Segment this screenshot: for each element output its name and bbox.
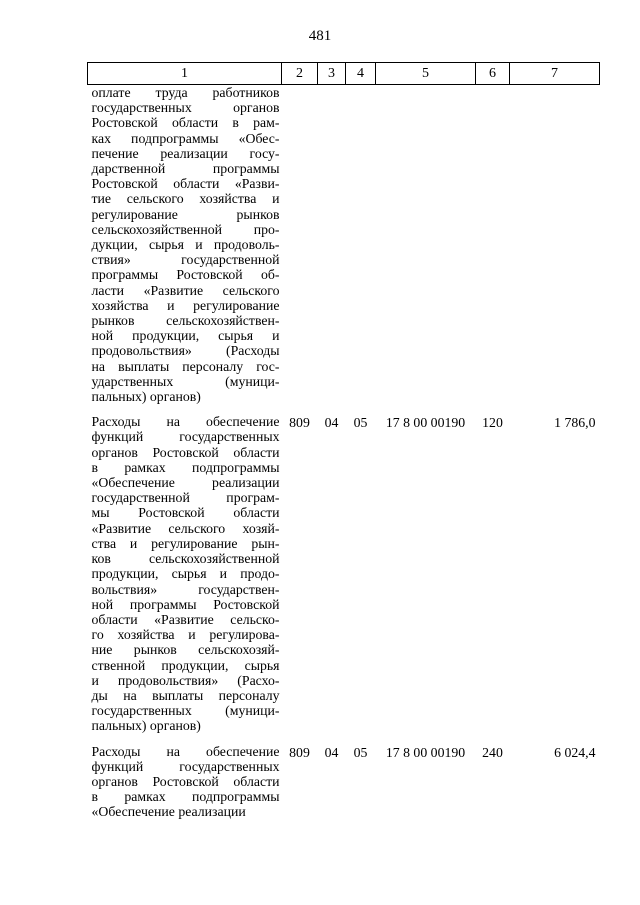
description-line: ной продукции, сырья и <box>91 328 280 344</box>
description-line: ства и регулирование рын- <box>91 535 280 551</box>
description-line: государственной програм- <box>91 490 280 506</box>
target-article-code <box>376 85 476 415</box>
description-line: программы Ростовской об- <box>91 267 280 283</box>
description-line: на выплаты персоналу гос- <box>91 358 280 374</box>
ministry-code <box>282 85 318 415</box>
column-header-1: 1 <box>88 63 282 85</box>
table-header-row <box>88 63 600 85</box>
expense-type-code: 240 <box>482 744 503 760</box>
column-header-7: 7 <box>510 63 600 85</box>
table-row <box>88 744 600 830</box>
table-body <box>88 85 600 830</box>
subsection-code: 05 <box>353 415 368 431</box>
expense-type-code: 120 <box>482 415 503 431</box>
description-line: продукции, сырья и продо- <box>91 566 280 582</box>
description-line: пальных) органов) <box>91 718 201 734</box>
amount <box>510 85 600 415</box>
description-line: «Обеспечение реализации <box>91 804 246 820</box>
expense-description <box>88 744 282 830</box>
description-line: дукции, сырья и продоволь- <box>91 237 280 253</box>
description-line: и продовольствия» (Расхо- <box>91 672 280 688</box>
description-line: рынков сельскохозяйствен- <box>91 313 280 329</box>
description-line: Расходы на обеспечение <box>91 414 280 430</box>
description-line: продовольствия» (Расходы <box>91 343 280 359</box>
description-line: ках подпрограммы «Обес- <box>91 130 280 146</box>
description-line: государственных (муници- <box>91 703 280 719</box>
description-line: функций государственных <box>91 429 280 445</box>
description-line: ственной продукции, сырья <box>91 657 280 673</box>
section-code: 04 <box>324 744 339 760</box>
description-line: оплате труда работников <box>91 85 280 100</box>
description-line: «Развитие сельского хозяй- <box>91 520 280 536</box>
amount: 6 024,4 <box>554 744 596 760</box>
target-article-code: 17 8 00 00190 <box>385 744 466 760</box>
description-line: «Обеспечение реализации <box>91 475 280 491</box>
description-line: печение реализации госу- <box>91 145 280 161</box>
description-line: органов Ростовской области <box>91 773 280 789</box>
column-header-6: 6 <box>476 63 510 85</box>
budget-table <box>87 62 600 830</box>
expense-type-code <box>476 85 510 415</box>
description-line: мы Ростовской области <box>91 505 280 521</box>
description-line: сельскохозяйственной про- <box>91 221 280 237</box>
description-line: тие сельского хозяйства и <box>91 191 280 207</box>
description-line: ние рынков сельскохозяй- <box>91 642 280 658</box>
description-line: государственных органов <box>91 100 280 116</box>
description-line: в рамках подпрограммы <box>91 789 280 805</box>
description-line: Расходы на обеспечение <box>91 743 280 759</box>
description-line: ной программы Ростовской <box>91 596 280 612</box>
expense-description <box>88 85 282 415</box>
description-line: ков сельскохозяйственной <box>91 551 280 567</box>
description-line: органов Ростовской области <box>91 444 280 460</box>
amount: 1 786,0 <box>554 415 596 431</box>
description-line: функций государственных <box>91 758 280 774</box>
description-line: области «Развитие сельско- <box>91 611 280 627</box>
ministry-code: 809 <box>289 744 310 760</box>
table-row <box>88 414 600 743</box>
description-line: хозяйства и регулирование <box>91 297 280 313</box>
description-line: Ростовской области в рам- <box>91 115 280 131</box>
section-code <box>318 85 346 415</box>
description-line: ствия» государственной <box>91 252 280 268</box>
description-line: го хозяйства и регулирова- <box>91 627 280 643</box>
page-number: 481 <box>308 28 332 44</box>
description-line: ласти «Развитие сельского <box>91 282 280 298</box>
expense-description <box>88 414 282 743</box>
description-line: ды на выплаты персоналу <box>91 687 280 703</box>
description-line: ударственных (муници- <box>91 373 280 389</box>
target-article-code: 17 8 00 00190 <box>385 415 466 431</box>
description-line: Ростовской области «Разви- <box>91 176 280 192</box>
column-header-2: 2 <box>282 63 318 85</box>
description-line: регулирование рынков <box>91 206 280 222</box>
subsection-code: 05 <box>353 744 368 760</box>
description-line: вольствия» государствен- <box>91 581 280 597</box>
column-header-5: 5 <box>376 63 476 85</box>
table-row <box>88 85 600 415</box>
column-header-3: 3 <box>318 63 346 85</box>
section-code: 04 <box>324 415 339 431</box>
column-header-4: 4 <box>346 63 376 85</box>
description-line: в рамках подпрограммы <box>91 459 280 475</box>
ministry-code: 809 <box>289 415 310 431</box>
description-line: пальных) органов) <box>91 389 201 405</box>
description-line: дарственной программы <box>91 161 280 177</box>
subsection-code <box>346 85 376 415</box>
